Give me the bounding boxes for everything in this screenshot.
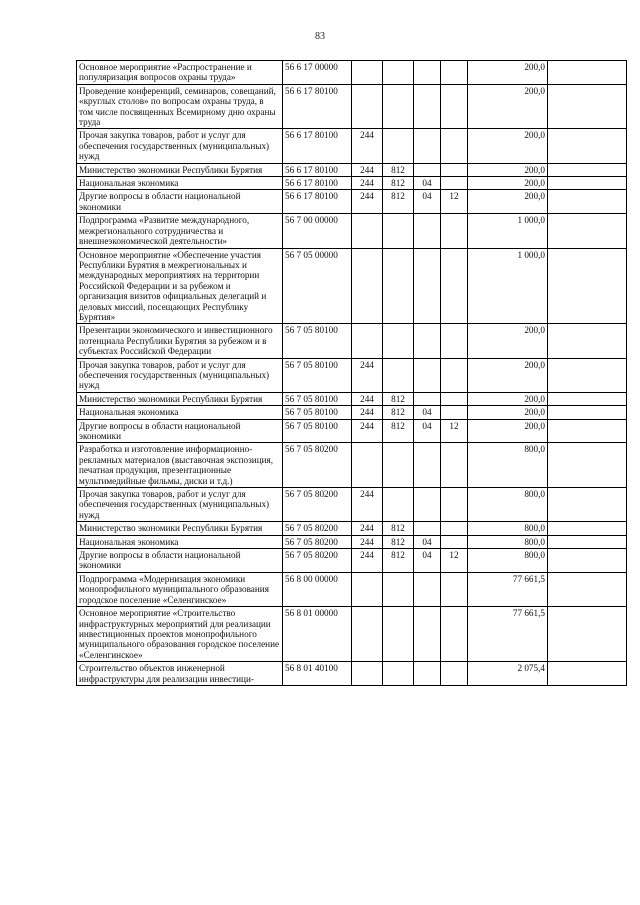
expense-type-cell: 244: [352, 129, 383, 163]
amount-cell: 200,0: [468, 419, 548, 443]
empty-cell: [548, 572, 627, 606]
subsection-cell: [441, 392, 468, 405]
target-article-cell: 56 6 17 80100: [283, 84, 352, 129]
target-article-cell: 56 7 05 80100: [283, 358, 352, 392]
empty-cell: [548, 662, 627, 686]
section-cell: [414, 607, 441, 662]
section-cell: [414, 324, 441, 358]
empty-cell: [548, 248, 627, 324]
empty-cell: [548, 607, 627, 662]
target-article-cell: 56 7 05 80200: [283, 443, 352, 488]
table-row: [77, 392, 627, 405]
amount-cell: 200,0: [468, 406, 548, 419]
empty-cell: [548, 84, 627, 129]
expense-type-cell: 244: [352, 392, 383, 405]
empty-cell: [548, 163, 627, 176]
ministry-code-cell: 812: [383, 392, 414, 405]
ministry-code-cell: 812: [383, 535, 414, 548]
target-article-cell: 56 8 01 00000: [283, 607, 352, 662]
section-cell: [414, 488, 441, 522]
item-name-cell: Проведение конференций, семинаров, совещаний, «круглых столов» по вопросам охраны труда, в том числе посвященных Всемирному дню охраны труда: [77, 84, 283, 129]
item-name-cell: Основное мероприятие «Распространение и популяризация вопросов охраны труда»: [77, 61, 283, 85]
expense-type-cell: 244: [352, 549, 383, 573]
subsection-cell: [441, 522, 468, 535]
expense-type-cell: [352, 662, 383, 686]
ministry-code-cell: 812: [383, 163, 414, 176]
item-name-cell: Прочая закупка товаров, работ и услуг для обеспечения государственных (муниципальных) нужд: [77, 488, 283, 522]
ministry-code-cell: 812: [383, 419, 414, 443]
target-article-cell: 56 7 05 80100: [283, 419, 352, 443]
table-row: [77, 163, 627, 176]
target-article-cell: 56 6 17 80100: [283, 129, 352, 163]
section-cell: [414, 522, 441, 535]
amount-cell: 200,0: [468, 358, 548, 392]
target-article-cell: 56 7 05 00000: [283, 248, 352, 324]
table-row: [77, 358, 627, 392]
ministry-code-cell: 812: [383, 406, 414, 419]
expense-type-cell: 244: [352, 535, 383, 548]
subsection-cell: [441, 84, 468, 129]
amount-cell: 200,0: [468, 61, 548, 85]
expense-type-cell: 244: [352, 177, 383, 190]
empty-cell: [548, 358, 627, 392]
item-name-cell: Другие вопросы в области национальной экономики: [77, 549, 283, 573]
table-row: [77, 662, 627, 686]
target-article-cell: 56 7 05 80200: [283, 522, 352, 535]
table-body: [77, 61, 627, 686]
expense-type-cell: [352, 443, 383, 488]
empty-cell: [548, 214, 627, 248]
subsection-cell: [441, 358, 468, 392]
empty-cell: [548, 324, 627, 358]
expense-type-cell: 244: [352, 358, 383, 392]
section-cell: 04: [414, 419, 441, 443]
section-cell: [414, 248, 441, 324]
subsection-cell: [441, 662, 468, 686]
ministry-code-cell: [383, 324, 414, 358]
expense-type-cell: [352, 61, 383, 85]
item-name-cell: Подпрограмма «Развитие международного, межрегионального сотрудничества и внешнеэкономической деятельности»: [77, 214, 283, 248]
expense-type-cell: 244: [352, 163, 383, 176]
table-row: [77, 522, 627, 535]
table-row: [77, 572, 627, 606]
section-cell: [414, 61, 441, 85]
target-article-cell: 56 7 00 00000: [283, 214, 352, 248]
table-row: [77, 607, 627, 662]
item-name-cell: Министерство экономики Республики Бурятия: [77, 392, 283, 405]
table-row: [77, 129, 627, 163]
empty-cell: [548, 61, 627, 85]
target-article-cell: 56 6 17 80100: [283, 163, 352, 176]
expense-type-cell: 244: [352, 406, 383, 419]
target-article-cell: 56 7 05 80100: [283, 392, 352, 405]
ministry-code-cell: 812: [383, 522, 414, 535]
amount-cell: 800,0: [468, 443, 548, 488]
section-cell: [414, 214, 441, 248]
expense-type-cell: [352, 214, 383, 248]
subsection-cell: [441, 177, 468, 190]
amount-cell: 800,0: [468, 522, 548, 535]
item-name-cell: Основное мероприятие «Строительство инфраструктурных мероприятий для реализации инвестиционных проектов монопрофильного муниципального образования городское поселение «Селенгинское»: [77, 607, 283, 662]
table-row: [77, 84, 627, 129]
target-article-cell: 56 7 05 80100: [283, 324, 352, 358]
expense-type-cell: 244: [352, 522, 383, 535]
item-name-cell: Презентации экономического и инвестиционного потенциала Республики Бурятия за рубежом и в субъектах Российской Федерации: [77, 324, 283, 358]
subsection-cell: [441, 61, 468, 85]
target-article-cell: 56 7 05 80100: [283, 406, 352, 419]
item-name-cell: Национальная экономика: [77, 535, 283, 548]
expense-type-cell: 244: [352, 190, 383, 214]
item-name-cell: Министерство экономики Республики Бурятия: [77, 163, 283, 176]
ministry-code-cell: 812: [383, 177, 414, 190]
target-article-cell: 56 7 05 80200: [283, 488, 352, 522]
ministry-code-cell: 812: [383, 549, 414, 573]
amount-cell: 200,0: [468, 84, 548, 129]
empty-cell: [548, 177, 627, 190]
item-name-cell: Национальная экономика: [77, 177, 283, 190]
section-cell: [414, 129, 441, 163]
subsection-cell: 12: [441, 419, 468, 443]
amount-cell: 1 000,0: [468, 214, 548, 248]
section-cell: 04: [414, 406, 441, 419]
target-article-cell: 56 6 17 00000: [283, 61, 352, 85]
ministry-code-cell: [383, 84, 414, 129]
empty-cell: [548, 522, 627, 535]
section-cell: [414, 358, 441, 392]
table-row: [77, 61, 627, 85]
subsection-cell: [441, 572, 468, 606]
subsection-cell: [441, 324, 468, 358]
section-cell: [414, 163, 441, 176]
subsection-cell: [441, 248, 468, 324]
table-row: [77, 214, 627, 248]
table-row: [77, 488, 627, 522]
ministry-code-cell: [383, 607, 414, 662]
ministry-code-cell: [383, 129, 414, 163]
target-article-cell: 56 6 17 80100: [283, 177, 352, 190]
subsection-cell: [441, 406, 468, 419]
expense-type-cell: 244: [352, 419, 383, 443]
amount-cell: 200,0: [468, 324, 548, 358]
item-name-cell: Разработка и изготовление информационно-рекламных материалов (выставочная экспозиция, печатная продукция, презентационные мультимедийные фильмы, диски и т.д.): [77, 443, 283, 488]
section-cell: 04: [414, 190, 441, 214]
empty-cell: [548, 488, 627, 522]
section-cell: 04: [414, 549, 441, 573]
ministry-code-cell: [383, 358, 414, 392]
amount-cell: 200,0: [468, 177, 548, 190]
amount-cell: 200,0: [468, 163, 548, 176]
item-name-cell: Основное мероприятие «Обеспечение участия Республики Бурятия в межрегиональных и международных мероприятиях на территории Российской Федерации и за рубежом и организация визитов официальных делегаций и деловых миссий, посещающих Республику Бурятия»: [77, 248, 283, 324]
amount-cell: 800,0: [468, 549, 548, 573]
expense-type-cell: [352, 607, 383, 662]
ministry-code-cell: [383, 488, 414, 522]
target-article-cell: 56 8 01 40100: [283, 662, 352, 686]
target-article-cell: 56 7 05 80200: [283, 549, 352, 573]
subsection-cell: 12: [441, 190, 468, 214]
item-name-cell: Прочая закупка товаров, работ и услуг для обеспечения государственных (муниципальных) нужд: [77, 358, 283, 392]
expense-type-cell: 244: [352, 488, 383, 522]
amount-cell: 800,0: [468, 488, 548, 522]
item-name-cell: Подпрограмма «Модернизация экономики монопрофильного муниципального образования городское поселение «Селенгинское»: [77, 572, 283, 606]
empty-cell: [548, 419, 627, 443]
subsection-cell: [441, 129, 468, 163]
amount-cell: 77 661,5: [468, 572, 548, 606]
subsection-cell: [441, 443, 468, 488]
item-name-cell: Другие вопросы в области национальной экономики: [77, 419, 283, 443]
subsection-cell: [441, 607, 468, 662]
target-article-cell: 56 8 00 00000: [283, 572, 352, 606]
table-row: [77, 535, 627, 548]
amount-cell: 200,0: [468, 129, 548, 163]
empty-cell: [548, 190, 627, 214]
section-cell: [414, 84, 441, 129]
empty-cell: [548, 392, 627, 405]
table-row: [77, 248, 627, 324]
ministry-code-cell: [383, 61, 414, 85]
section-cell: [414, 662, 441, 686]
empty-cell: [548, 535, 627, 548]
table-row: [77, 443, 627, 488]
budget-table: [76, 60, 627, 686]
expense-type-cell: [352, 324, 383, 358]
target-article-cell: 56 6 17 80100: [283, 190, 352, 214]
expense-type-cell: [352, 84, 383, 129]
target-article-cell: 56 7 05 80200: [283, 535, 352, 548]
section-cell: 04: [414, 535, 441, 548]
table-row: [77, 190, 627, 214]
ministry-code-cell: [383, 572, 414, 606]
ministry-code-cell: [383, 214, 414, 248]
ministry-code-cell: 812: [383, 190, 414, 214]
item-name-cell: Национальная экономика: [77, 406, 283, 419]
subsection-cell: [441, 163, 468, 176]
section-cell: 04: [414, 177, 441, 190]
item-name-cell: Министерство экономики Республики Бурятия: [77, 522, 283, 535]
ministry-code-cell: [383, 662, 414, 686]
empty-cell: [548, 406, 627, 419]
table-row: [77, 419, 627, 443]
ministry-code-cell: [383, 443, 414, 488]
subsection-cell: [441, 488, 468, 522]
empty-cell: [548, 129, 627, 163]
amount-cell: 2 075,4: [468, 662, 548, 686]
expense-type-cell: [352, 572, 383, 606]
subsection-cell: 12: [441, 549, 468, 573]
item-name-cell: Другие вопросы в области национальной экономики: [77, 190, 283, 214]
section-cell: [414, 392, 441, 405]
table-row: [77, 406, 627, 419]
empty-cell: [548, 443, 627, 488]
section-cell: [414, 572, 441, 606]
amount-cell: 77 661,5: [468, 607, 548, 662]
empty-cell: [548, 549, 627, 573]
section-cell: [414, 443, 441, 488]
page-number: 83: [315, 31, 325, 42]
amount-cell: 200,0: [468, 392, 548, 405]
item-name-cell: Строительство объектов инженерной инфраструктуры для реализации инвестици-: [77, 662, 283, 686]
ministry-code-cell: [383, 248, 414, 324]
amount-cell: 200,0: [468, 190, 548, 214]
amount-cell: 1 000,0: [468, 248, 548, 324]
table-row: [77, 324, 627, 358]
expense-type-cell: [352, 248, 383, 324]
amount-cell: 800,0: [468, 535, 548, 548]
item-name-cell: Прочая закупка товаров, работ и услуг для обеспечения государственных (муниципальных) нужд: [77, 129, 283, 163]
table-row: [77, 177, 627, 190]
table-row: [77, 549, 627, 573]
subsection-cell: [441, 535, 468, 548]
subsection-cell: [441, 214, 468, 248]
